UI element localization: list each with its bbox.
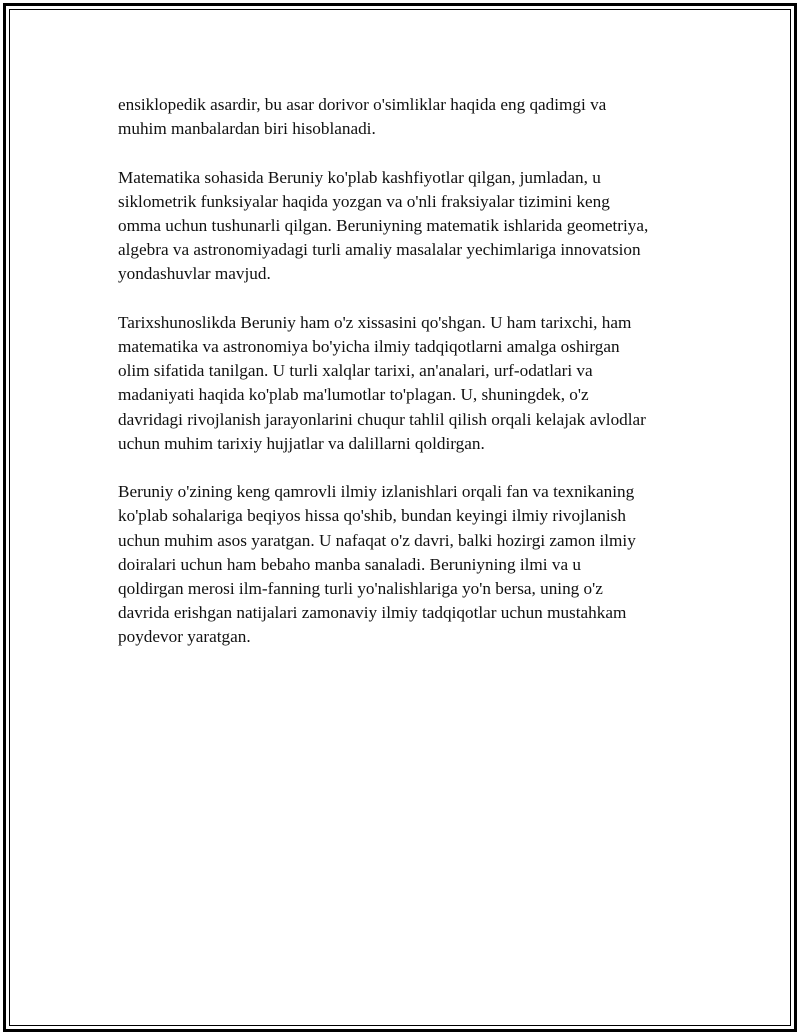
text-line: siklometrik funksiyalar haqida yozgan va o'nli fraksiyalar tizimini keng xyxy=(118,191,610,211)
text-line: algebra va astronomiyadagi turli amaliy masalalar yechimlariga innovatsion xyxy=(118,240,641,260)
text-line: davrida erishgan natijalari zamonaviy ilmiy tadqiqotlar uchun mustahkam xyxy=(118,603,627,623)
text-line: poydevor yaratgan. xyxy=(118,627,251,647)
text-line: matematika va astronomiya bo'yicha ilmiy tadqiqotlarni amalga oshirgan xyxy=(118,337,620,356)
text-line: davridagi rivojlanish jarayonlarini chuqur tahlil qilish orqali kelajak avlodlar xyxy=(118,409,646,429)
text-line: uchun muhim tarixiy hujjatlar va dalillarni qoldirgan. xyxy=(118,433,485,453)
text-line: yondashuvlar mavjud. xyxy=(118,264,271,284)
text-line: Beruniy o'zining keng qamrovli ilmiy izlanishlari orqali fan va texnikaning xyxy=(118,482,635,502)
text-line: muhim manbalardan biri hisoblanadi. xyxy=(118,119,376,139)
paragraph-3 xyxy=(118,311,700,456)
paragraph-2 xyxy=(118,166,700,287)
text-line: Tarixshunoslikda Beruniy ham o'z xissasini qo'shgan. U ham tarixchi, ham xyxy=(118,312,632,332)
text-line: olim sifatida tanilgan. U turli xalqlar tarixi, an'analari, urf-odatlari va xyxy=(118,361,593,381)
text-line: uchun muhim asos yaratgan. U nafaqat o'z davri, balki hozirgi zamon ilmiy xyxy=(118,530,636,550)
text-line: doiralari uchun ham bebaho manba sanaladi. Beruniyning ilmi va u xyxy=(118,554,581,574)
paragraph-4 xyxy=(118,480,700,649)
text-line: ko'plab sohalariga beqiyos hissa qo'shib, bundan keyingi ilmiy rivojlanish xyxy=(118,506,626,526)
paragraph-1 xyxy=(118,93,700,141)
text-line: Matematika sohasida Beruniy ko'plab kashfiyotlar qilgan, jumladan, u xyxy=(118,167,601,187)
text-line: ensiklopedik asardir, bu asar dorivor o'simliklar haqida eng qadimgi va xyxy=(118,95,607,114)
document-body xyxy=(118,93,700,674)
text-line: omma uchun tushunarli qilgan. Beruniyning matematik ishlarida geometriya, xyxy=(118,216,649,235)
text-line: qoldirgan merosi ilm-fanning turli yo'nalishlariga yo'n bersa, uning o'z xyxy=(118,579,603,599)
text-line: madaniyati haqida ko'plab ma'lumotlar to'plagan. U, shuningdek, o'z xyxy=(118,385,589,405)
